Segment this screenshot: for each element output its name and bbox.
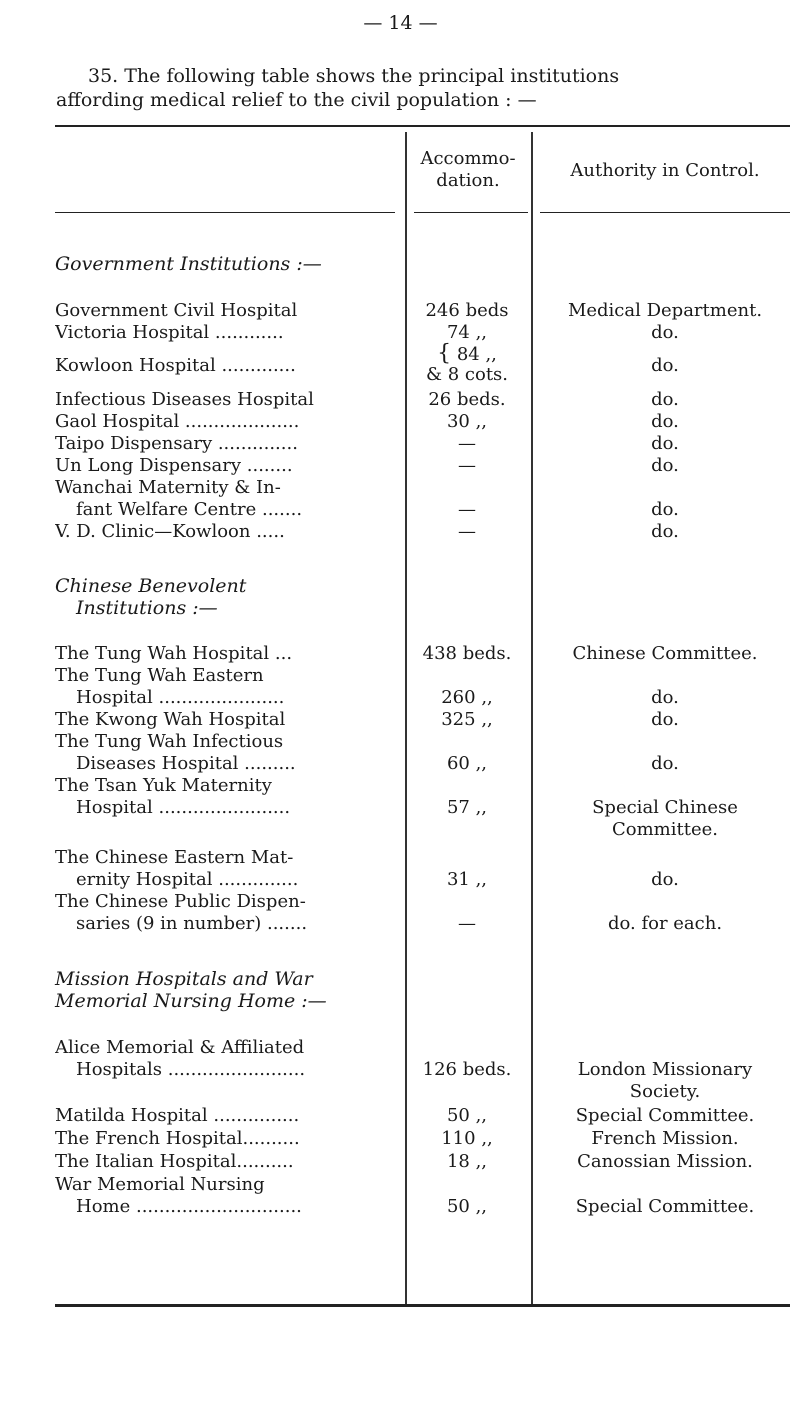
table-row-accommodation: 60 ,, bbox=[446, 753, 488, 774]
table-row-authority: do. bbox=[651, 411, 679, 432]
table-row-authority: do. bbox=[651, 521, 679, 542]
table-row-name: The Tung Wah Infectious bbox=[55, 731, 284, 752]
table-row-accommodation: — bbox=[458, 433, 476, 454]
table-row-accommodation: 31 ,, bbox=[446, 869, 488, 890]
table-row-accommodation: 438 beds. bbox=[422, 643, 512, 664]
table-row-accommodation: 246 beds bbox=[425, 300, 509, 321]
table-row-name-continued: Hospital ...................... bbox=[76, 687, 285, 708]
table-row-name-continued: Diseases Hospital ......... bbox=[76, 753, 296, 774]
section-title-chinese: Chinese Benevolent Institutions :— bbox=[55, 575, 247, 619]
table-row-name-continued: Hospital ....................... bbox=[76, 797, 291, 818]
section-title-mission: Mission Hospitals and War Memorial Nursing Home :— bbox=[55, 968, 327, 1012]
table-row-name: Taipo Dispensary .............. bbox=[55, 433, 298, 454]
table-row-authority: London Missionary Society. bbox=[577, 1059, 753, 1102]
table-row-authority: do. bbox=[651, 753, 679, 774]
table-row-name: The Tung Wah Hospital ... bbox=[55, 643, 293, 664]
table-row-authority: do. bbox=[651, 455, 679, 476]
table-row-authority: Special Committee. bbox=[575, 1196, 755, 1217]
intro-line-1: 35. The following table shows the principal institutions bbox=[88, 65, 620, 87]
table-row-authority: Medical Department. bbox=[567, 300, 763, 321]
table-row-name: Infectious Diseases Hospital bbox=[55, 389, 314, 410]
table-row-accommodation: 26 beds. bbox=[428, 389, 506, 410]
table-row-name: Victoria Hospital ............ bbox=[55, 322, 284, 343]
table-row-name-continued: Home ............................. bbox=[76, 1196, 302, 1217]
table-bottom-rule bbox=[55, 1304, 790, 1307]
header-underline-authority bbox=[540, 212, 790, 213]
table-row-name: The Tung Wah Eastern bbox=[55, 665, 264, 686]
table-row-authority: French Mission. bbox=[591, 1128, 739, 1149]
table-row-accommodation: 57 ,, bbox=[446, 797, 488, 818]
table-top-rule bbox=[55, 125, 790, 127]
table-row-accommodation: 74 ,, bbox=[446, 322, 488, 343]
table-row-accommodation: — bbox=[458, 521, 476, 542]
intro-line-2: affording medical relief to the civil population : — bbox=[56, 89, 537, 111]
table-row-accommodation: 50 ,, bbox=[446, 1196, 488, 1217]
table-row-authority: do. bbox=[651, 355, 679, 376]
table-row-name: Un Long Dispensary ........ bbox=[55, 455, 293, 476]
table-row-name-continued: fant Welfare Centre ....... bbox=[76, 499, 303, 520]
header-authority: Authority in Control. bbox=[570, 160, 760, 181]
table-row-authority: do. bbox=[651, 869, 679, 890]
table-row-name: Gaol Hospital .................... bbox=[55, 411, 300, 432]
table-row-name: War Memorial Nursing bbox=[55, 1174, 265, 1195]
table-row-name: The Kwong Wah Hospital bbox=[55, 709, 286, 730]
table-row-accommodation: 18 ,, bbox=[446, 1151, 488, 1172]
table-row-accommodation: 50 ,, bbox=[446, 1105, 488, 1126]
table-row-name: Matilda Hospital ............... bbox=[55, 1105, 300, 1126]
page-number: — 14 — bbox=[363, 12, 438, 34]
table-row-authority: do. bbox=[651, 433, 679, 454]
table-row-name: The Tsan Yuk Maternity bbox=[55, 775, 272, 796]
table-row-authority: do. bbox=[651, 499, 679, 520]
table-row-accommodation: 325 ,, bbox=[441, 709, 493, 730]
header-underline-name bbox=[55, 212, 395, 213]
table-row-name-continued: saries (9 in number) ....... bbox=[76, 913, 308, 934]
table-row-name: Wanchai Maternity & In- bbox=[55, 477, 281, 498]
table-row-accommodation: — bbox=[458, 913, 476, 934]
table-row-authority: do. bbox=[651, 709, 679, 730]
table-row-name: The Chinese Eastern Mat- bbox=[55, 847, 294, 868]
table-row-authority: do. for each. bbox=[607, 913, 723, 934]
table-row-accommodation: 30 ,, bbox=[446, 411, 488, 432]
table-row-accommodation: 110 ,, bbox=[441, 1128, 493, 1149]
table-row-authority: do. bbox=[651, 322, 679, 343]
header-accommodation: Accommo- dation. bbox=[420, 148, 516, 191]
table-row-name: The French Hospital.......... bbox=[55, 1128, 300, 1149]
table-row-accommodation: 126 beds. bbox=[422, 1059, 512, 1080]
table-row-name: Kowloon Hospital ............. bbox=[55, 355, 296, 376]
table-row-accommodation: — bbox=[458, 499, 476, 520]
table-row-name: The Italian Hospital.......... bbox=[55, 1151, 294, 1172]
header-underline-accommodation bbox=[414, 212, 528, 213]
table-row-authority: Canossian Mission. bbox=[577, 1151, 753, 1172]
table-row-name-continued: ernity Hospital .............. bbox=[76, 869, 299, 890]
table-row-name: The Chinese Public Dispen- bbox=[55, 891, 306, 912]
brace-glyph: { bbox=[437, 341, 452, 366]
table-row-accommodation: — bbox=[458, 455, 476, 476]
intro-paragraph bbox=[56, 64, 756, 112]
table-row-name: V. D. Clinic—Kowloon ..... bbox=[55, 521, 285, 542]
table-row-authority: Special Committee. bbox=[575, 1105, 755, 1126]
table-row-authority: do. bbox=[651, 687, 679, 708]
table-row-accommodation: { 84 ,, & 8 cots. bbox=[425, 341, 509, 385]
table-row-accommodation: 260 ,, bbox=[441, 687, 493, 708]
table-row-authority: Chinese Committee. bbox=[572, 643, 758, 664]
table-row-authority: do. bbox=[651, 389, 679, 410]
table-row-name-continued: Hospitals ........................ bbox=[76, 1059, 306, 1080]
table-row-authority: Special Chinese Committee. bbox=[592, 797, 738, 840]
table-row-name: Government Civil Hospital bbox=[55, 300, 298, 321]
section-title-government: Government Institutions :— bbox=[55, 253, 322, 275]
table-row-name: Alice Memorial & Affiliated bbox=[55, 1037, 305, 1058]
